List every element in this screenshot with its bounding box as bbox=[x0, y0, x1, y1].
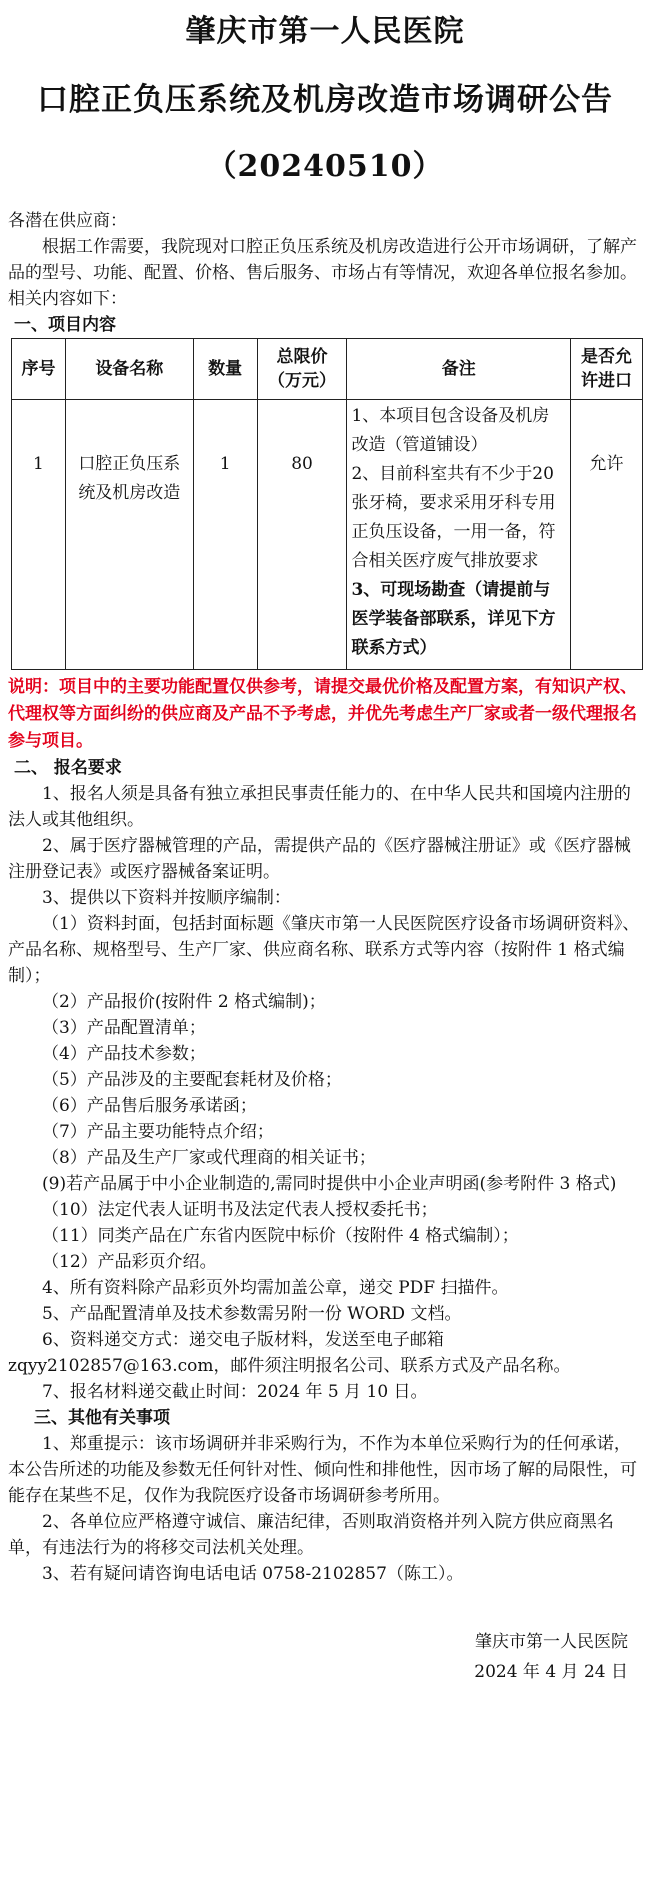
req-item-2: 2、属于医疗器械管理的产品，需提供产品的《医疗器械注册证》或《医疗器械注册登记表》或医疗器械备案证明。 bbox=[8, 836, 631, 882]
col-import: 是否允 许进口 bbox=[571, 339, 643, 400]
req-sub-1: （1）资料封面，包括封面标题《肇庆市第一人民医院医疗设备市场调研资料》、产品名称、规格型号、生产厂家、供应商名称、联系方式等内容（按附件 1 格式编制）； bbox=[8, 914, 640, 986]
signature-org: 肇庆市第一人民医院 bbox=[475, 1632, 628, 1652]
req-sub-8: （8）产品及生产厂家或代理商的相关证书； bbox=[42, 1148, 376, 1168]
hospital-title: 肇庆市第一人民医院 bbox=[185, 14, 465, 49]
table-row bbox=[12, 400, 643, 670]
cell-import: 允许 bbox=[571, 400, 643, 670]
col-no: 序号 bbox=[12, 339, 66, 400]
req-item-4: 4、所有资料除产品彩页外均需加盖公章，递交 PDF 扫描件。 bbox=[42, 1278, 509, 1298]
col-qty: 数量 bbox=[193, 339, 257, 400]
cell-price: 80 bbox=[257, 400, 347, 670]
req-sub-6: （6）产品售后服务承诺函； bbox=[42, 1096, 257, 1116]
intro-paragraph: 根据工作需要，我院现对口腔正负压系统及机房改造进行公开市场调研，了解产品的型号、功能、配置、价格、售后服务、市场占有等情况，欢迎各单位报名参加。相关内容如下： bbox=[8, 237, 637, 309]
announcement-code: （20240510） bbox=[206, 149, 444, 184]
req-sub-10: （10）法定代表人证明书及法定代表人授权委托书； bbox=[42, 1200, 438, 1220]
req-item-7: 7、报名材料递交截止时间：2024 年 5 月 10 日。 bbox=[42, 1382, 428, 1402]
req-item-1: 1、报名人须是具备有独立承担民事责任能力的、在中华人民共和国境内注册的法人或其他组织。 bbox=[8, 784, 631, 830]
note-plain: 1、本项目包含设备及机房改造（管道铺设） 2、目前科室共有不少于20张牙椅，要求采用牙科专用正负压设备，一用一备，符合相关医疗废气排放要求 bbox=[351, 406, 556, 571]
other-item-1: 1、郑重提示：该市场调研并非采购行为，不作为本单位采购行为的任何承诺，本公告所述的功能及参数无任何针对性、倾向性和排他性，因市场了解的局限性，可能存在某些不足，仅作为我院医疗设备市场调研参考所用。 bbox=[8, 1434, 637, 1506]
signature-date: 2024 年 4 月 24 日 bbox=[474, 1662, 628, 1682]
col-name: 设备名称 bbox=[65, 339, 193, 400]
cell-qty: 1 bbox=[193, 400, 257, 670]
req-item-6: 6、资料递交方式：递交电子版材料，发送至电子邮箱 zqyy2102857@163.com，邮件须注明报名公司、联系方式及产品名称。 bbox=[8, 1330, 571, 1376]
req-sub-7: （7）产品主要功能特点介绍； bbox=[42, 1122, 274, 1142]
req-item-5: 5、产品配置清单及技术参数需另附一份 WORD 文档。 bbox=[42, 1304, 462, 1324]
other-item-2: 2、各单位应严格遵守诚信、廉洁纪律，否则取消资格并列入院方供应商黑名单，有违法行为的将移交司法机关处理。 bbox=[8, 1512, 614, 1558]
notice-text: 说明：项目中的主要功能配置仅供参考，请提交最优价格及配置方案，有知识产权、代理权等方面纠纷的供应商及产品不予考虑，并优先考虑生产厂家或者一级代理报名参与项目。 bbox=[8, 677, 637, 751]
col-price: 总限价 （万元） bbox=[257, 339, 347, 400]
announcement-title: 口腔正负压系统及机房改造市场调研公告 bbox=[37, 82, 613, 118]
project-table bbox=[11, 338, 643, 670]
req-sub-2: （2）产品报价(按附件 2 格式编制)； bbox=[42, 992, 326, 1012]
note-bold: 3、可现场勘查（请提前与医学装备部联系，详见下方联系方式） bbox=[351, 580, 556, 658]
col-note: 备注 bbox=[347, 339, 571, 400]
req-sub-5: （5）产品涉及的主要配套耗材及价格； bbox=[42, 1070, 342, 1090]
section-2-heading: 二、 报名要求 bbox=[14, 758, 122, 778]
section-1-heading: 一、项目内容 bbox=[14, 315, 116, 335]
section-3-heading: 三、其他有关事项 bbox=[34, 1408, 170, 1428]
cell-name: 口腔正负压系统及机房改造 bbox=[65, 400, 193, 670]
other-item-3: 3、若有疑问请咨询电话电话 0758-2102857（陈工）。 bbox=[42, 1564, 464, 1584]
cell-no: 1 bbox=[12, 400, 66, 670]
req-sub-3: （3）产品配置清单； bbox=[42, 1018, 206, 1038]
req-item-3: 3、提供以下资料并按顺序编制： bbox=[42, 888, 291, 908]
req-sub-12: （12）产品彩页介绍。 bbox=[42, 1252, 217, 1272]
salutation: 各潜在供应商： bbox=[8, 211, 127, 231]
req-sub-4: （4）产品技术参数； bbox=[42, 1044, 206, 1064]
cell-note bbox=[347, 400, 571, 670]
req-sub-9: (9)若产品属于中小企业制造的,需同时提供中小企业声明函(参考附件 3 格式) bbox=[42, 1174, 617, 1194]
req-sub-11: （11）同类产品在广东省内医院中标价（按附件 4 格式编制）； bbox=[42, 1226, 519, 1246]
table-header-row bbox=[12, 339, 643, 400]
